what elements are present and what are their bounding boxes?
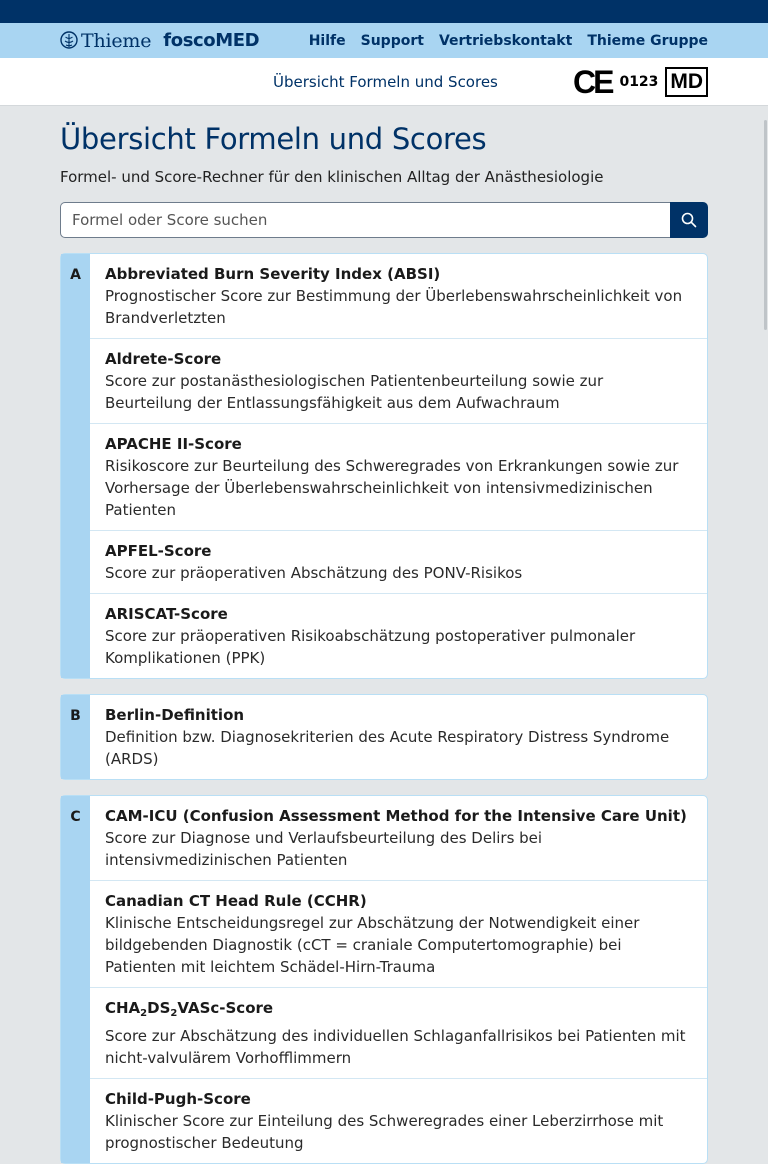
nav-links — [309, 33, 708, 49]
letter-column — [61, 695, 90, 779]
list-item[interactable] — [90, 881, 707, 988]
search-button[interactable] — [670, 202, 708, 238]
item-description: Risikoscore zur Beurteilung des Schweregrades von Erkrankungen sowie zur Vorhersage der Überlebenswahrscheinlichkeit von intensivmedizinischen Patienten — [105, 457, 679, 519]
item-title — [105, 997, 693, 1025]
list-item[interactable] — [90, 1079, 707, 1163]
item-description: Score zur Diagnose und Verlaufsbeurteilung des Delirs bei intensivmedizinischen Patienten — [105, 829, 543, 869]
letter-column — [61, 796, 90, 1163]
title-part: VASc-Score — [177, 999, 274, 1017]
nav-link-thieme-gruppe[interactable]: Thieme Gruppe — [587, 32, 708, 49]
group-letter: C — [70, 809, 81, 825]
item-title: Aldrete-Score — [105, 350, 222, 368]
list-item[interactable] — [90, 594, 707, 678]
title-part: DS — [147, 999, 171, 1017]
breadcrumb-title[interactable]: Übersicht Formeln und Scores — [273, 73, 498, 91]
item-description: Score zur Abschätzung des individuellen Schlaganfallrisikos bei Patienten mit nicht-valvulärem Vorhofflimmern — [105, 1027, 686, 1067]
item-description: Prognostischer Score zur Bestimmung der Überlebenswahrscheinlichkeit von Brandverletzten — [105, 287, 683, 327]
letter-group-b — [60, 694, 708, 780]
list-item[interactable] — [90, 424, 707, 531]
item-description: Score zur postanästhesiologischen Patientenbeurteilung sowie zur Beurteilung der Entlassungsfähigkeit aus dem Aufwachraum — [105, 372, 604, 412]
main-navbar — [0, 23, 768, 58]
ce-md-mark — [573, 65, 708, 99]
brand[interactable] — [60, 30, 259, 52]
group-letter: A — [70, 267, 81, 283]
page-title: Übersicht Formeln und Scores — [60, 122, 487, 156]
item-title: Child-Pugh-Score — [105, 1090, 251, 1108]
item-title: APFEL-Score — [105, 542, 212, 560]
brand-product: foscoMED — [163, 30, 260, 51]
item-title: Canadian CT Head Rule (CCHR) — [105, 892, 367, 910]
item-description: Klinischer Score zur Einteilung des Schweregrades einer Leberzirrhose mit prognostischer Bedeutung — [105, 1112, 664, 1152]
list-item[interactable] — [90, 254, 707, 339]
item-title: Berlin-Definition — [105, 706, 245, 724]
main-content — [0, 122, 768, 1164]
ce-icon: CE — [573, 64, 612, 100]
list-item[interactable] — [90, 339, 707, 424]
search-input[interactable] — [60, 202, 670, 238]
subheader — [0, 58, 768, 106]
letter-column — [61, 254, 90, 678]
subscript: 2 — [170, 1008, 178, 1019]
md-badge: MD — [665, 67, 708, 97]
nav-link-hilfe[interactable]: Hilfe — [308, 32, 346, 49]
thieme-logo-icon — [60, 30, 78, 52]
page-subtitle: Formel- und Score-Rechner für den klinischen Alltag der Anästhesiologie — [60, 168, 604, 186]
list-item[interactable] — [90, 988, 707, 1079]
letter-group-a — [60, 253, 708, 679]
group-letter: B — [70, 708, 81, 724]
item-title: Abbreviated Burn Severity Index (ABSI) — [105, 265, 441, 283]
item-list — [90, 796, 707, 1163]
search-bar — [60, 202, 708, 238]
item-description: Score zur präoperativen Risikoabschätzung postoperativer pulmonaler Komplikationen (PPK) — [105, 627, 636, 667]
item-list — [90, 695, 707, 779]
scrollbar[interactable] — [764, 120, 767, 330]
list-item[interactable] — [90, 796, 707, 881]
search-icon — [681, 212, 697, 228]
letter-group-c — [60, 795, 708, 1164]
top-bar — [0, 0, 768, 23]
title-part: CHA — [105, 999, 141, 1017]
brand-thieme: Thieme — [81, 29, 152, 52]
item-description: Definition bzw. Diagnosekriterien des Acute Respiratory Distress Syndrome (ARDS) — [105, 728, 670, 768]
list-item[interactable] — [90, 531, 707, 594]
nav-link-vertriebskontakt[interactable]: Vertriebskontakt — [438, 32, 573, 49]
nav-link-support[interactable]: Support — [360, 32, 424, 49]
item-description: Klinische Entscheidungsregel zur Abschätzung der Notwendigkeit einer bildgebenden Diagnostik (cCT = craniale Computertomographie) bei Patienten mit leichtem Schädel-Hirn-Trauma — [105, 914, 640, 976]
subscript: 2 — [140, 1008, 148, 1019]
list-item[interactable] — [90, 695, 707, 779]
item-title: APACHE II-Score — [105, 435, 242, 453]
ce-number: 0123 — [619, 74, 659, 90]
item-list — [90, 254, 707, 678]
item-title: CAM-ICU (Confusion Assessment Method for the Intensive Care Unit) — [105, 807, 687, 825]
item-description: Score zur präoperativen Abschätzung des PONV-Risikos — [105, 564, 523, 582]
item-title: ARISCAT-Score — [105, 605, 228, 623]
